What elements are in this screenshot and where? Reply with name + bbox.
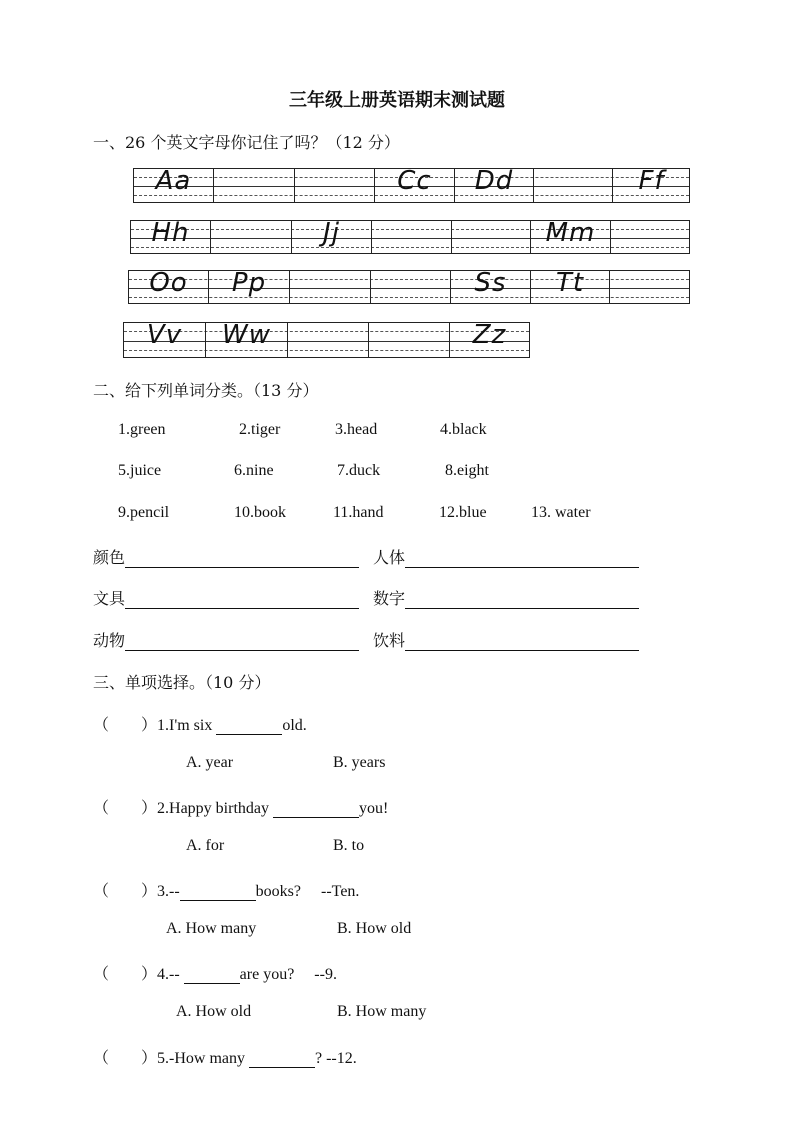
letter-pair: Hh	[151, 218, 190, 248]
letter-cell[interactable]	[288, 323, 369, 357]
option-a[interactable]: A. How many	[166, 920, 257, 937]
answer-line[interactable]	[125, 590, 359, 609]
letter-cell[interactable]	[455, 166, 534, 202]
letter-pair: Zz	[472, 320, 507, 350]
answer-parentheses[interactable]: （ ）	[93, 966, 158, 983]
answer-parentheses[interactable]: （ ）	[93, 883, 158, 900]
answer-line[interactable]	[125, 632, 359, 651]
alphabet-strip-3	[128, 270, 690, 304]
alphabet-strip-1	[133, 168, 690, 203]
word-item: 13. water	[531, 504, 591, 521]
option-b[interactable]: B. How many	[337, 1003, 427, 1020]
letter-cell[interactable]	[369, 323, 450, 357]
fill-blank[interactable]	[184, 967, 240, 984]
letter-pair: Pp	[231, 268, 267, 298]
letter-cell[interactable]	[611, 221, 690, 253]
letter-cell[interactable]	[610, 271, 690, 303]
category-row	[373, 628, 639, 651]
letter-cell[interactable]	[292, 218, 372, 253]
option-a[interactable]: A. for	[186, 837, 225, 854]
word-item: 9.pencil	[118, 504, 170, 521]
option-a[interactable]: A. year	[186, 754, 234, 771]
letter-cell[interactable]	[124, 320, 206, 357]
letter-pair: Vv	[146, 320, 183, 350]
letter-pair: Cc	[397, 166, 432, 196]
answer-parentheses[interactable]: （ ）	[93, 800, 158, 817]
category-label: 人体	[373, 548, 406, 567]
category-label: 饮料	[373, 631, 406, 650]
question-5: （ ）5.-How many ? --12.	[93, 1050, 357, 1067]
answer-parentheses[interactable]: （ ）	[93, 1050, 158, 1067]
word-item: 11.hand	[333, 504, 384, 521]
category-row	[93, 545, 359, 568]
question-4: （ ）4.-- are you? --9.	[93, 966, 337, 983]
letter-cell[interactable]	[531, 268, 610, 303]
answer-line[interactable]	[405, 549, 639, 568]
letter-cell[interactable]	[613, 166, 690, 202]
option-b[interactable]: B. to	[333, 837, 365, 854]
category-label: 数字	[373, 589, 406, 608]
fill-blank[interactable]	[249, 1051, 315, 1068]
word-item: 12.blue	[439, 504, 487, 521]
letter-cell[interactable]	[206, 320, 288, 357]
letter-cell[interactable]	[452, 221, 531, 253]
word-item: 3.head	[335, 421, 378, 438]
letter-cell[interactable]	[531, 218, 611, 253]
alphabet-strip-2	[130, 220, 690, 254]
letter-pair: Mm	[545, 218, 596, 248]
letter-cell[interactable]	[214, 169, 295, 202]
letter-pair: Ff	[638, 166, 665, 196]
fill-blank[interactable]	[180, 884, 256, 901]
question-2: （ ）2.Happy birthday you!	[93, 800, 389, 817]
category-label: 动物	[93, 631, 126, 650]
fill-blank[interactable]	[216, 718, 282, 735]
letter-cell[interactable]	[534, 169, 613, 202]
category-label: 颜色	[93, 548, 126, 567]
word-item: 5.juice	[118, 462, 162, 479]
word-item: 1.green	[118, 421, 166, 438]
letter-cell[interactable]	[211, 221, 292, 253]
option-b[interactable]: B. years	[333, 754, 386, 771]
letter-cell[interactable]	[134, 166, 214, 202]
section3-heading: 三、单项选择。（10 分）	[93, 673, 271, 692]
answer-line[interactable]	[405, 632, 639, 651]
page-title: 三年级上册英语期末测试题	[289, 90, 505, 111]
category-row	[93, 586, 359, 609]
letter-cell[interactable]	[295, 169, 375, 202]
letter-pair: Ss	[474, 268, 507, 298]
answer-line[interactable]	[125, 549, 359, 568]
category-row	[373, 586, 639, 609]
letter-cell[interactable]	[371, 271, 451, 303]
word-item: 4.black	[440, 421, 487, 438]
letter-cell[interactable]	[290, 271, 371, 303]
category-row	[373, 545, 639, 568]
option-b[interactable]: B. How old	[337, 920, 412, 937]
answer-parentheses[interactable]: （ ）	[93, 717, 158, 734]
answer-line[interactable]	[405, 590, 639, 609]
letter-cell[interactable]	[450, 320, 529, 357]
letter-cell[interactable]	[451, 268, 531, 303]
fill-blank[interactable]	[273, 801, 359, 818]
letter-pair: Oo	[149, 268, 188, 298]
letter-cell[interactable]	[129, 268, 209, 303]
letter-cell[interactable]	[131, 218, 211, 253]
letter-pair: Ww	[222, 320, 271, 350]
letter-cell[interactable]	[209, 268, 290, 303]
letter-cell[interactable]	[372, 221, 452, 253]
category-row	[93, 628, 359, 651]
word-item: 10.book	[234, 504, 286, 521]
question-3: （ ）3.-- books? --Ten.	[93, 883, 360, 900]
option-a[interactable]: A. How old	[176, 1003, 252, 1020]
category-label: 文具	[93, 589, 126, 608]
section1-heading: 一、26 个英文字母你记住了吗？（12 分）	[93, 133, 400, 152]
alphabet-strip-4	[123, 322, 530, 358]
word-item: 7.duck	[337, 462, 381, 479]
letter-pair: Dd	[474, 166, 514, 196]
word-item: 8.eight	[445, 462, 489, 479]
section2-heading: 二、给下列单词分类。（13 分）	[93, 381, 319, 400]
question-1: （ ）1.I'm six old.	[93, 717, 307, 734]
word-item: 2.tiger	[239, 421, 281, 438]
letter-cell[interactable]	[375, 166, 455, 202]
letter-pair: Aa	[155, 166, 192, 196]
letter-pair: Tt	[555, 268, 585, 298]
word-item: 6.nine	[234, 462, 274, 479]
letter-pair: Jj	[323, 218, 340, 248]
